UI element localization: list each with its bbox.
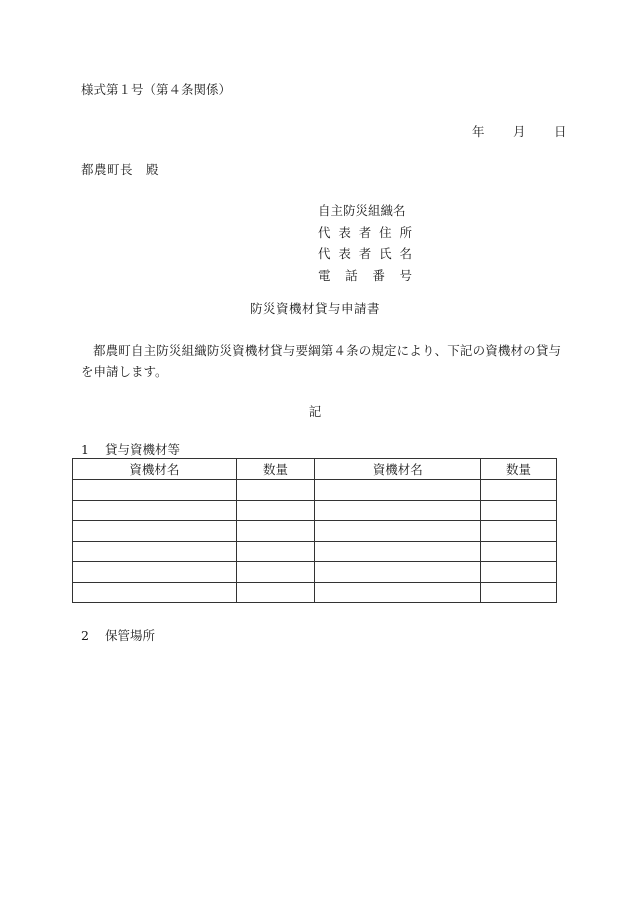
header-material-name: 資機材名 — [315, 459, 481, 480]
table-header-row — [73, 459, 557, 480]
material-name-cell[interactable] — [315, 480, 481, 501]
table-row — [73, 521, 557, 542]
phone-label — [318, 265, 412, 287]
rep-name-char: 者 — [358, 246, 372, 261]
rep-name-char: 代 — [318, 246, 331, 261]
rep-address-char: 所 — [399, 224, 412, 240]
section2-heading — [81, 626, 155, 644]
material-name-cell[interactable] — [73, 521, 237, 542]
table-row — [73, 541, 557, 562]
rep-name-char: 氏 — [379, 246, 392, 261]
quantity-cell[interactable] — [236, 582, 315, 603]
section1-title: 貸与資機材等 — [105, 442, 181, 457]
ki-label: 記 — [308, 404, 322, 419]
quantity-cell[interactable] — [236, 541, 315, 562]
date-day: 日 — [554, 124, 567, 139]
date-line — [472, 122, 567, 140]
quantity-cell[interactable] — [481, 521, 557, 542]
quantity-cell[interactable] — [236, 562, 315, 583]
applicant-block — [318, 200, 412, 286]
quantity-cell[interactable] — [481, 562, 557, 583]
phone-char: 話 — [345, 267, 358, 283]
section2-title: 保管場所 — [105, 628, 156, 643]
material-name-cell[interactable] — [73, 582, 237, 603]
quantity-cell[interactable] — [236, 521, 315, 542]
material-name-cell[interactable] — [73, 562, 237, 583]
phone-char: 号 — [399, 267, 412, 283]
quantity-cell[interactable] — [481, 582, 557, 603]
document-title: 防災資機材貸与申請書 — [249, 301, 380, 316]
quantity-cell[interactable] — [481, 541, 557, 562]
quantity-cell[interactable] — [236, 480, 315, 501]
rep-name-char: 名 — [399, 246, 412, 261]
header-quantity: 数量 — [236, 459, 315, 480]
table-row — [73, 562, 557, 583]
date-month: 月 — [513, 124, 526, 139]
rep-address-label — [318, 222, 412, 244]
phone-char: 番 — [372, 267, 385, 283]
form-number: 様式第１号（第４条関係） — [81, 82, 232, 97]
section2-number: 2 — [81, 628, 89, 643]
table-row — [73, 500, 557, 521]
table-row — [73, 582, 557, 603]
rep-address-char: 表 — [338, 224, 351, 240]
material-name-cell[interactable] — [315, 582, 481, 603]
header-material-name: 資機材名 — [73, 459, 237, 480]
quantity-cell[interactable] — [236, 500, 315, 521]
body-text: 都農町自主防災組織防災資機材貸与要綱第４条の規定により、下記の資機材の貸与を申請します。 — [81, 343, 561, 379]
material-name-cell[interactable] — [73, 541, 237, 562]
rep-address-char: 代 — [318, 224, 331, 240]
phone-char: 電 — [318, 267, 331, 283]
quantity-cell[interactable] — [481, 480, 557, 501]
quantity-cell[interactable] — [481, 500, 557, 521]
material-name-cell[interactable] — [73, 480, 237, 501]
rep-name-char: 表 — [338, 246, 351, 261]
table-row — [73, 480, 557, 501]
section1-number: 1 — [81, 442, 89, 457]
rep-address-char: 住 — [379, 224, 392, 240]
date-year: 年 — [472, 124, 485, 139]
addressee: 都農町長 殿 — [81, 162, 160, 177]
rep-address-char: 者 — [358, 224, 372, 240]
material-name-cell[interactable] — [315, 521, 481, 542]
org-name-label: 自主防災組織名 — [318, 203, 406, 218]
materials-table — [72, 458, 557, 603]
header-quantity: 数量 — [481, 459, 557, 480]
material-name-cell[interactable] — [315, 500, 481, 521]
rep-name-label — [318, 243, 412, 265]
material-name-cell[interactable] — [315, 541, 481, 562]
section1-heading — [81, 440, 180, 458]
material-name-cell[interactable] — [73, 500, 237, 521]
material-name-cell[interactable] — [315, 562, 481, 583]
